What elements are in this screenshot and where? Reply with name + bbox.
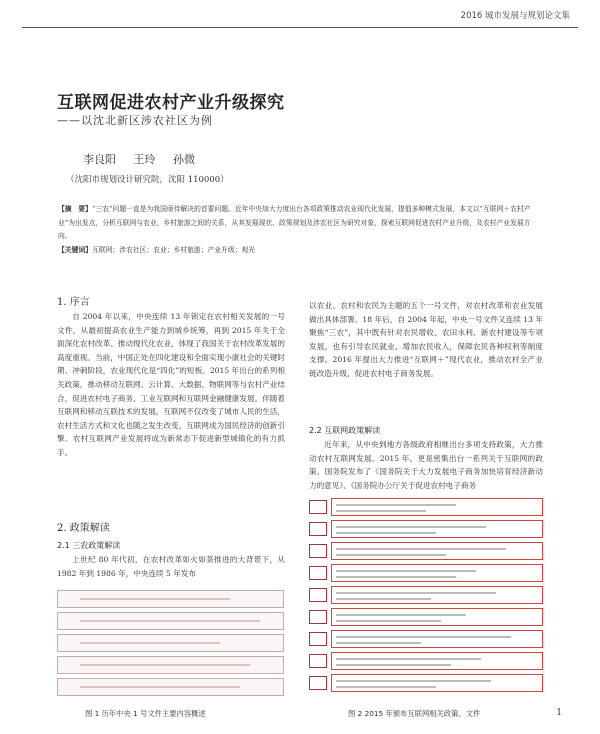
timeline-entry [57,634,284,652]
subsection-2-1-text: 上世纪 80 年代初，在农村改革如火如荼推进的大背景下，从 1982 年到 1986 年，中央连续 5 年发布 [57,555,285,578]
author-list [83,151,195,167]
policy-box [331,520,543,538]
policy-date-tag [309,588,327,602]
section-heading-1: 1. 序言 [57,297,90,308]
section-1-text: 自 2004 年以来，中央连续 13 年锁定在农村相关发展的一号文件，从最初提高农业生产能力到城乡统筹，再到 2015 年关于全面深化农村改革、推动现代化农业，体现了我国关于农村改革发展的高度重视。当前，中国正处在四化建设和全面实现小康社会的关键时期、冲刺阶段，农业现代化是“四化”的短板。2015 年出台的系列相关政策，推动移动互联网、云计算、大数据、物联网等与农村产业结合，促进农村电子商务、工业互联网和互联网金融健康发展。伴随着互联网和移动互联技术的发展，互联网不仅改变了城市人民的生活，农村生活方式和文化也随之发生改变，互联网成为国民经济的创新引擎。农村互联网产业发展将成为新常态下促进新型城镇化的有力抓手。 [57,312,285,457]
timeline-entry [57,612,284,630]
timeline-entry [57,590,284,608]
policy-date-tag [309,676,327,690]
policy-date-tag [309,522,327,536]
paper-subtitle: ——以沈北新区涉农社区为例 [57,114,213,127]
abstract-block [58,203,541,257]
policy-date-tag [309,566,327,580]
subsection-heading-2-1: 2.1 三农政策解读 [57,541,121,550]
affiliation: （沈阳市规划设计研究院，沈阳 110000） [66,175,229,185]
subsection-2-2-text: 近年来，从中央到地方各级政府相继出台多项支持政策，大力推动农村互联网发展。2015 年，更是密集出台一系列关于互联网的政策。国务院发布了《国务院关于大力发展电子商务加快培育经济新动力的意见》、《国务院办公厅关于促进农村电子商务 [309,440,543,490]
policy-box [331,498,543,516]
figure-2-policy-diagram [309,498,543,696]
timeline-entry [57,656,284,674]
paper-title: 互联网促进农村产业升级探究 [57,93,285,113]
policy-box [331,586,543,604]
author-name: 李良阳 [83,153,116,166]
running-header: 2016 城市发展与规划论文集 [460,11,570,21]
page-number: 1 [556,708,562,718]
figure-2-caption: 图 2 2015 年颁布互联网相关政策、文件 [348,709,481,718]
policy-box [331,630,543,648]
policy-box [331,564,543,582]
policy-date-tag [309,632,327,646]
policy-box [331,652,543,670]
timeline-entry [57,678,284,696]
policy-date-tag [309,654,327,668]
figure-1-timeline [57,590,284,702]
figure-1-caption: 图 1 历年中央 1 号文件主要内容概述 [85,709,206,718]
section-heading-2: 2. 政策解读 [57,523,110,534]
right-column-text: 以农业、农村和农民为主题的五个一号文件，对农村改革和农业发展做出具体部署。18 年后，自 2004 年起，中央一号文件又连续 13 年聚焦“三农”，其中既有针对农民增收、农田水利、新农村建设等专项发展，也有引导农民就业、增加农民收入，保障农民各种权利等制度支撑。2016 年提出大力推进“互联网＋”现代农业，推动农村全产业链改造升级，促进农村电子商务发展。 [309,301,543,378]
subsection-heading-2-2: 2.2 互联网政策解读 [309,426,381,435]
abstract-text: “三农”问题一直是为我国亟待解决的首要问题。近年中央加大力度出台各项政策推动农业现代化发展，提倡多种模式发展，本文以“互联网＋农村产业”为出发点，分析互联网与农业、乡村旅游之间的关系，从其发展现状、政策规划及涉农社区为研究对象，探索互联网促进农村产业升级，及农村产业发展方向。 [58,205,531,240]
keywords-label: 【关键词】 [58,245,92,254]
header-rule [22,27,578,28]
policy-box [331,674,543,692]
policy-date-tag [309,610,327,624]
policy-date-tag [309,500,327,514]
keywords-text: 互联网；涉农社区；农业；乡村旅游；产业升级；观光 [91,245,256,254]
policy-box [331,542,543,560]
author-name: 王玲 [133,153,156,166]
policy-box [331,608,543,626]
abstract-label: 【摘 要】 [58,205,92,213]
policy-date-tag [309,544,327,558]
author-name: 孙微 [173,153,195,166]
